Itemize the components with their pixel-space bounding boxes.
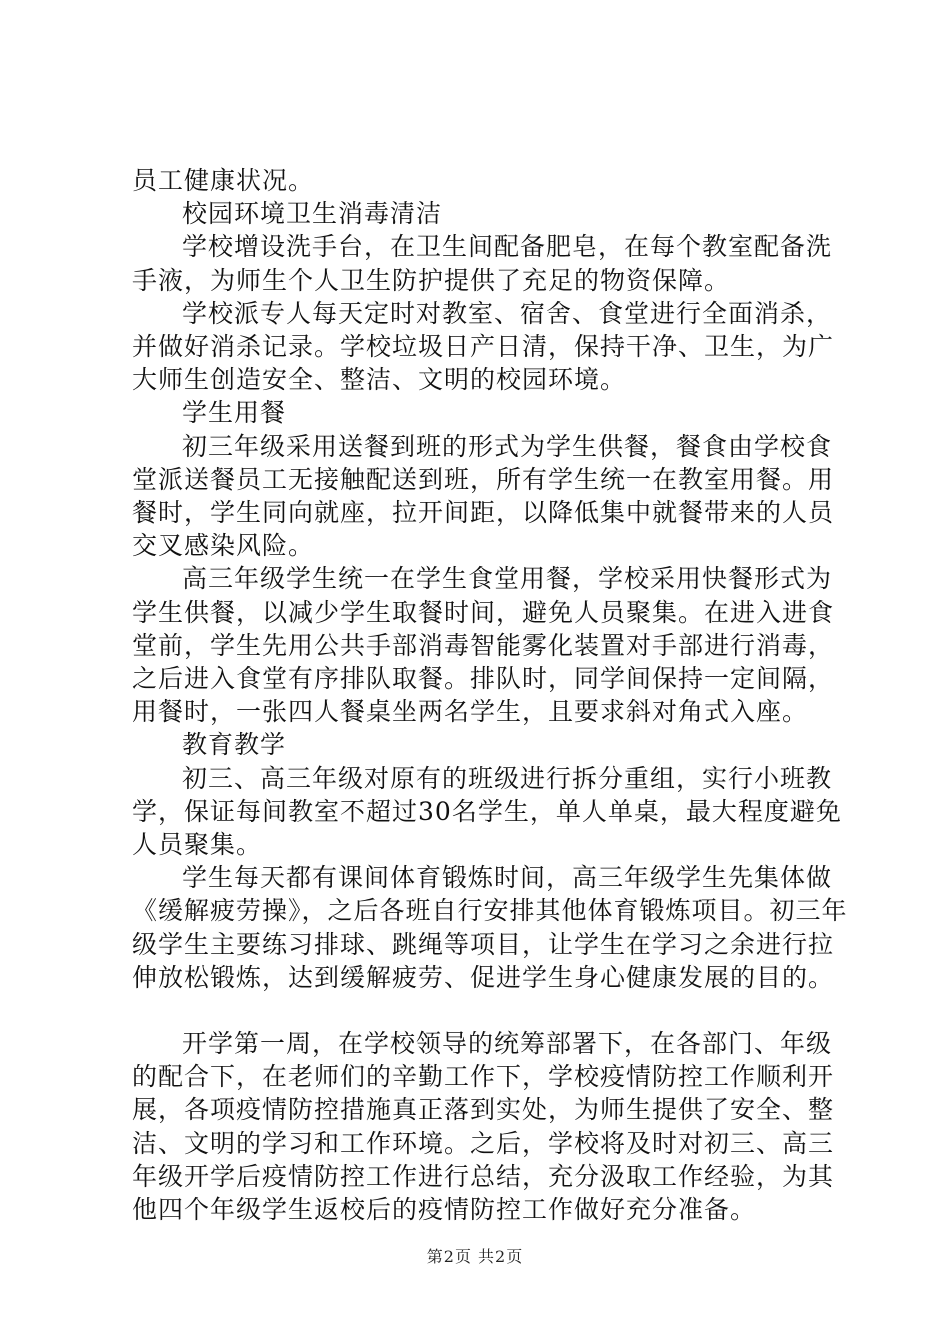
paragraph: 高三年级学生统一在学生食堂用餐，学校采用快餐形式为学生供餐，以减少学生取餐时间，避免人员聚集。在进入进食堂前，学生先用公共手部消毒智能雾化装置对手部进行消毒，之后进入食堂有序排队取餐。排队时，同学间保持一定间隔，用餐时，一张四人餐桌坐两名学生，且要求斜对角式入座。 <box>132 564 835 727</box>
section-heading: 学生用餐 <box>182 398 287 428</box>
paragraph: 学生每天都有课间体育锻炼时间，高三年级学生先集体做《缓解疲劳操》，之后各班自行安排其他体育锻炼项目。初三年级学生主要练习排球、跳绳等项目，让学生在学习之余进行拉伸放松锻炼，达到缓解疲劳、促进学生身心健康发展的目的。 <box>132 863 848 992</box>
paragraph: 初三年级采用送餐到班的形式为学生供餐，餐食由学校食堂派送餐员工无接触配送到班，所有学生统一在教室用餐。用餐时，学生同向就座，拉开间距，以降低集中就餐带来的人员交叉感染风险。 <box>132 431 835 561</box>
paragraph-spacer <box>132 994 852 1027</box>
paragraph: 学校增设洗手台，在卫生间配备肥皂，在每个教室配备洗手液，为师生个人卫生防护提供了充足的物资保障。 <box>132 232 833 295</box>
section-heading: 校园环境卫生消毒清洁 <box>182 199 443 229</box>
section-heading: 教育教学 <box>182 730 287 760</box>
page-footer <box>0 1244 950 1267</box>
paragraph: 学校派专人每天定时对教室、宿舍、食堂进行全面消杀，并做好消杀记录。学校垃圾日产日清，保持干净、卫生，为广大师生创造安全、整洁、文明的校园环境。 <box>132 298 835 395</box>
paragraph: 初三、高三年级对原有的班级进行拆分重组，实行小班教学，保证每间教室不超过30名学生，单人单桌，最大程度避免人员聚集。 <box>132 763 842 860</box>
paragraph: 开学第一周，在学校领导的统筹部署下，在各部门、年级的配合下，在老师们的辛勤工作下，学校疫情防控工作顺利开展，各项疫情防控措施真正落到实处，为师生提供了安全、整洁、文明的学习和工作环境。之后，学校将及时对初三、高三年级开学后疫情防控工作进行总结，充分汲取工作经验，为其他四个年级学生返校后的疫情防控工作做好充分准备。 <box>132 1029 835 1225</box>
paragraph: 员工健康状况。 <box>132 166 315 195</box>
document-body <box>132 164 852 1226</box>
page-number-label: 第2页 共2页 <box>426 1247 524 1266</box>
